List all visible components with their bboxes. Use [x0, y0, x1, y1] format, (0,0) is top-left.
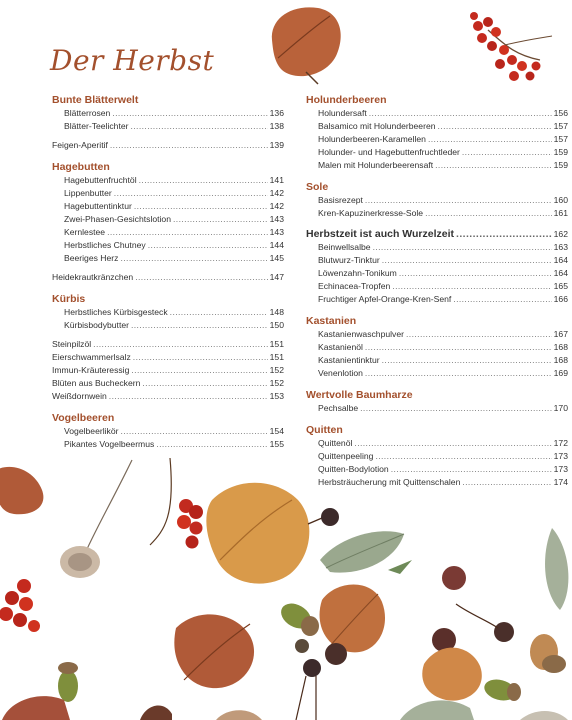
toc-entry	[52, 139, 284, 152]
dot-leader	[173, 213, 268, 226]
page-number: 159	[553, 160, 568, 170]
entry-title: Kastanienwaschpulver	[318, 329, 404, 339]
toc-entry	[52, 438, 284, 451]
dot-leader	[425, 207, 552, 220]
entry-title: Echinacea-Tropfen	[318, 281, 391, 291]
green-leaf-icon	[320, 531, 412, 574]
toc-entry	[52, 425, 284, 438]
entry-title: Hagebuttenfruchtöl	[64, 175, 137, 185]
toc-entry	[52, 200, 284, 213]
toc-entry	[306, 328, 568, 341]
acorn-right-icon	[530, 634, 566, 673]
entry-title: Lippenbutter	[64, 188, 112, 198]
toc-entry	[306, 241, 568, 254]
toc-entry	[306, 341, 568, 354]
page-number: 136	[269, 108, 284, 118]
dot-leader	[392, 280, 551, 293]
dot-leader	[142, 377, 267, 390]
toc-section-heading: Bunte Blätterwelt	[52, 94, 139, 106]
page-number: 168	[553, 342, 568, 352]
entry-title: Beeriges Herz	[64, 253, 119, 263]
dot-leader	[131, 319, 268, 332]
toc-entry	[52, 252, 284, 265]
page-number: 153	[269, 391, 284, 401]
dot-leader	[365, 341, 552, 354]
toc-right-column	[306, 93, 568, 489]
toc-entry	[52, 226, 284, 239]
entry-title: Löwenzahn-Tonikum	[318, 268, 397, 278]
toc-entry	[306, 146, 568, 159]
page-number: 162	[553, 229, 568, 239]
entry-title: Blätterrosen	[64, 108, 111, 118]
entry-title: Venenlotion	[318, 368, 363, 378]
page-number: 154	[269, 426, 284, 436]
entry-title: Quittenpeeling	[318, 451, 374, 461]
page-number: 170	[553, 403, 568, 413]
dot-leader	[93, 338, 267, 351]
toc-section-heading: Wertvolle Baumharze	[306, 389, 413, 401]
toc-entry	[306, 280, 568, 293]
dot-leader	[109, 390, 268, 403]
entry-title: Blätter-Teelichter	[64, 121, 129, 131]
dot-leader	[382, 354, 552, 367]
entry-title: Herbsträucherung mit Quittenschalen	[318, 477, 461, 487]
toc-entry	[52, 239, 284, 252]
page-number: 138	[269, 121, 284, 131]
dot-leader	[114, 187, 268, 200]
acorn-bottom-right-icon	[482, 676, 521, 704]
entry-title: Kastanientinktur	[318, 355, 380, 365]
page-number: 142	[269, 188, 284, 198]
page-number: 150	[269, 320, 284, 330]
entry-title: Weißdornwein	[52, 391, 107, 401]
entry-title: Holunderbeeren-Karamellen	[318, 134, 426, 144]
entry-title: Kernlestee	[64, 227, 106, 237]
dot-leader	[131, 364, 267, 377]
toc-entry	[52, 351, 284, 364]
dot-leader	[438, 120, 552, 133]
dot-leader	[170, 306, 268, 319]
dot-leader	[130, 120, 267, 133]
dot-leader	[453, 293, 551, 306]
right-green-leaf-icon	[545, 528, 568, 610]
dot-leader	[139, 174, 268, 187]
entry-title: Immun-Kräuteressig	[52, 365, 130, 375]
toc-entry	[52, 306, 284, 319]
page-number: 152	[269, 365, 284, 375]
entry-title: Beinwellsalbe	[318, 242, 371, 252]
toc-entry	[306, 402, 568, 415]
dot-leader	[365, 194, 552, 207]
entry-title: Holunder- und Hagebuttenfruchtleder	[318, 147, 460, 157]
entry-title: Blutwurz-Tinktur	[318, 255, 380, 265]
dot-leader	[375, 450, 551, 463]
dot-leader	[120, 252, 267, 265]
entry-title: Kürbisbodybutter	[64, 320, 129, 330]
toc-entry	[52, 107, 284, 120]
toc-section-heading: Sole	[306, 181, 329, 193]
toc-entry	[306, 120, 568, 133]
page-number: 164	[553, 255, 568, 265]
entry-title: Heidekrautkränzchen	[52, 272, 134, 282]
entry-title: Vogelbeerlikör	[64, 426, 119, 436]
entry-title: Hagebuttentinktur	[64, 201, 132, 211]
dot-leader	[428, 133, 552, 146]
dot-leader	[112, 107, 267, 120]
toc-section-heading: Kürbis	[52, 293, 86, 305]
toc-entry	[52, 319, 284, 332]
page-number: 151	[269, 352, 284, 362]
page-number: 155	[269, 439, 284, 449]
toc-entry	[306, 450, 568, 463]
dark-berry-icon	[308, 508, 339, 526]
entry-title: Herbstliches Chutney	[64, 240, 146, 250]
toc-entry	[306, 437, 568, 450]
page-number: 165	[553, 281, 568, 291]
toc-section-heading: Vogelbeeren	[52, 412, 115, 424]
entry-title: Kren-Kapuzinerkresse-Sole	[318, 208, 424, 218]
toc-entry	[306, 107, 568, 120]
toc-entry	[306, 476, 568, 489]
page-number: 169	[553, 368, 568, 378]
entry-title: Blüten aus Bucheckern	[52, 378, 141, 388]
entry-title: Herbstliches Kürbisgesteck	[64, 307, 168, 317]
toc-entry	[52, 271, 284, 284]
page-number: 156	[553, 108, 568, 118]
toc-section-heading: Holunderbeeren	[306, 94, 387, 106]
dot-leader	[107, 226, 268, 239]
dot-leader	[110, 139, 268, 152]
toc-entry	[52, 213, 284, 226]
acorn-middle-icon	[277, 598, 319, 636]
toc-section-heading: Quitten	[306, 424, 343, 436]
page-title: Der Herbst	[50, 44, 215, 77]
dot-leader	[360, 402, 552, 415]
dot-leader	[456, 228, 552, 241]
entry-title: Balsamico mit Holunderbeeren	[318, 121, 436, 131]
page-number: 157	[553, 121, 568, 131]
dot-leader	[462, 146, 552, 159]
toc-entry	[52, 174, 284, 187]
section-title: Herbstzeit ist auch Wurzelzeit	[306, 228, 455, 240]
dot-leader	[148, 239, 268, 252]
toc-entry	[306, 367, 568, 380]
thistle-icon	[60, 460, 132, 578]
toc-entry	[52, 364, 284, 377]
page-number: 161	[553, 208, 568, 218]
dot-leader	[382, 254, 552, 267]
page-number: 148	[269, 307, 284, 317]
toc-entry	[52, 120, 284, 133]
page-number: 141	[269, 175, 284, 185]
toc-left-column	[52, 93, 284, 451]
toc-entry	[306, 133, 568, 146]
toc-section-heading: Hagebutten	[52, 161, 110, 173]
rowan-berries-top-icon	[470, 12, 552, 81]
dot-leader	[373, 241, 552, 254]
page-number: 142	[269, 201, 284, 211]
dot-leader	[369, 107, 552, 120]
dot-leader	[134, 200, 268, 213]
page-number: 164	[553, 268, 568, 278]
dot-leader	[365, 367, 552, 380]
entry-title: Fruchtiger Apfel-Orange-Kren-Senf	[318, 294, 452, 304]
dot-leader	[354, 437, 551, 450]
dot-leader	[391, 463, 552, 476]
toc-entry	[52, 377, 284, 390]
page-number: 159	[553, 147, 568, 157]
rose-hip-right-icon	[442, 566, 466, 590]
page-number: 174	[553, 477, 568, 487]
chestnut-right-icon	[432, 604, 514, 652]
orange-leaf-right-icon	[422, 648, 482, 701]
entry-title: Quittenöl	[318, 438, 353, 448]
bottom-leaves-icon	[2, 696, 568, 720]
brown-leaf-bottom-icon	[174, 614, 254, 688]
page-number: 172	[553, 438, 568, 448]
dot-leader	[406, 328, 552, 341]
page-number: 160	[553, 195, 568, 205]
dot-leader	[399, 267, 552, 280]
toc-entry	[306, 207, 568, 220]
toc-entry	[306, 354, 568, 367]
entry-title: Zwei-Phasen-Gesichtslotion	[64, 214, 171, 224]
page-number: 151	[269, 339, 284, 349]
toc-entry	[306, 159, 568, 172]
page-number: 143	[269, 227, 284, 237]
page-number: 144	[269, 240, 284, 250]
entry-title: Feigen-Aperitif	[52, 140, 108, 150]
dot-leader	[156, 438, 267, 451]
toc-entry	[306, 463, 568, 476]
entry-title: Pikantes Vogelbeermus	[64, 439, 155, 449]
toc-entry	[52, 187, 284, 200]
dot-leader	[133, 351, 268, 364]
page-number: 157	[553, 134, 568, 144]
acorn-left-icon	[58, 662, 78, 702]
entry-title: Malen mit Holunderbeerensaft	[318, 160, 434, 170]
toc-entry	[52, 338, 284, 351]
page-number: 168	[553, 355, 568, 365]
page-number: 145	[269, 253, 284, 263]
page-number: 163	[553, 242, 568, 252]
page-number: 152	[269, 378, 284, 388]
entry-title: Holundersaft	[318, 108, 367, 118]
rose-hips-icon	[150, 458, 203, 549]
page-number: 173	[553, 451, 568, 461]
red-berries-left-icon	[0, 579, 40, 632]
left-leaf-icon	[0, 467, 43, 514]
entry-title: Quitten-Bodylotion	[318, 464, 389, 474]
page-number: 139	[269, 140, 284, 150]
toc-entry	[306, 293, 568, 306]
page-number: 166	[553, 294, 568, 304]
page-number: 173	[553, 464, 568, 474]
entry-title: Eierschwammerlsalz	[52, 352, 131, 362]
entry-title: Steinpilzöl	[52, 339, 92, 349]
page-number: 167	[553, 329, 568, 339]
dot-leader	[135, 271, 267, 284]
dark-berries-middle-icon	[295, 639, 347, 720]
top-leaf-icon	[272, 7, 341, 84]
dot-leader	[462, 476, 551, 489]
orange-leaf-icon	[320, 585, 385, 653]
entry-title: Kastanienöl	[318, 342, 363, 352]
entry-title: Basisrezept	[318, 195, 363, 205]
dot-leader	[435, 159, 552, 172]
dot-leader	[120, 425, 267, 438]
page-number: 147	[269, 272, 284, 282]
toc-entry	[306, 267, 568, 280]
page-number: 143	[269, 214, 284, 224]
toc-entry	[306, 254, 568, 267]
toc-entry	[306, 194, 568, 207]
toc-entry	[52, 390, 284, 403]
toc-section-heading	[306, 228, 568, 241]
yellow-leaf-icon	[206, 483, 309, 584]
toc-section-heading: Kastanien	[306, 315, 357, 327]
entry-title: Pechsalbe	[318, 403, 359, 413]
